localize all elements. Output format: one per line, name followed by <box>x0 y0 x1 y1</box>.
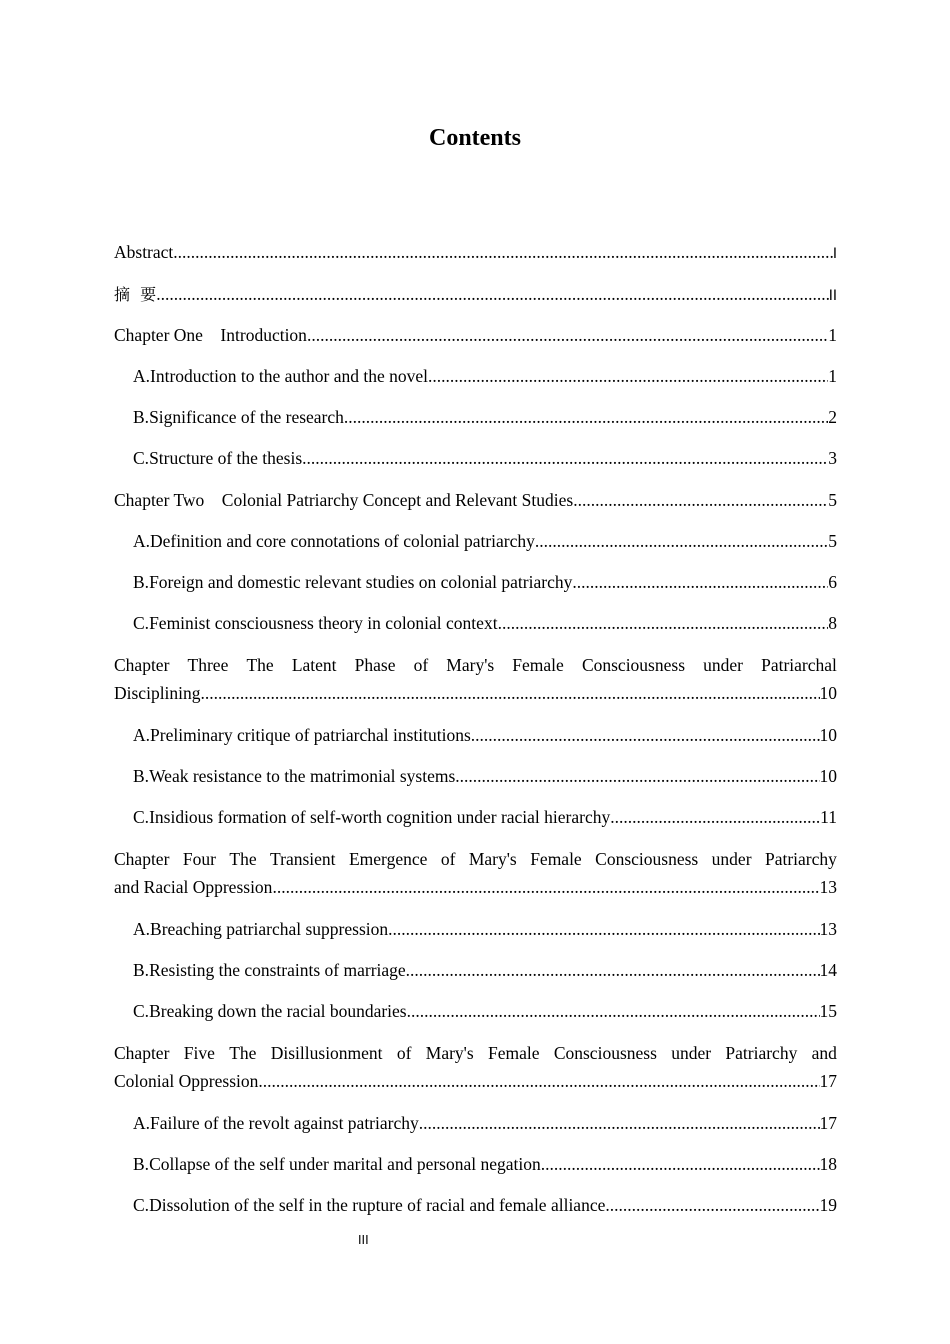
toc-entry-4c[interactable] <box>133 999 837 1023</box>
toc-word: Mary's <box>468 849 517 869</box>
toc-entry-letter: C. <box>133 448 150 468</box>
toc-word: Consciousness <box>553 1043 657 1063</box>
dot-leader <box>541 1152 820 1176</box>
toc-page-number: 17 <box>819 1113 837 1133</box>
toc-word: The <box>246 655 274 675</box>
dot-leader <box>258 1069 819 1093</box>
dot-leader <box>307 323 828 347</box>
dot-leader <box>535 529 828 553</box>
toc-page-number: 3 <box>828 448 837 468</box>
dot-leader <box>419 1111 820 1135</box>
toc-entry-letter: C. <box>133 1195 150 1215</box>
toc-word: Female <box>530 849 582 869</box>
dot-leader <box>344 405 828 429</box>
dot-leader <box>498 611 829 635</box>
toc-entry-letter: A. <box>133 366 151 386</box>
page-title: Contents <box>428 125 521 151</box>
toc-word: of <box>396 1043 412 1063</box>
toc-entry-letter: C. <box>133 807 150 827</box>
toc-word: Patriarchy <box>725 1043 798 1063</box>
toc-entry-text: Failure of the revolt against patriarchy <box>150 1113 419 1133</box>
toc-entry-chinese-abstract[interactable] <box>114 282 837 306</box>
toc-entry-2a[interactable] <box>133 529 837 553</box>
toc-page-number: 1 <box>828 366 837 386</box>
toc-word: The <box>229 1043 257 1063</box>
toc-page-number: 13 <box>819 919 837 939</box>
toc-page-number: 18 <box>819 1154 837 1174</box>
toc-word: Latent <box>291 655 337 675</box>
toc-entry-chapter-four-line2[interactable] <box>114 875 837 899</box>
toc-word: Female <box>487 1043 540 1063</box>
toc-page-number: 6 <box>828 572 837 592</box>
toc-word: Female <box>512 655 564 675</box>
toc-entry-3a[interactable] <box>133 723 837 747</box>
toc-entry-text: Insidious formation of self-worth cognition under racial hierarchy <box>149 807 611 827</box>
toc-entry-text: Resisting the constraints of marriage <box>149 960 406 980</box>
toc-entry-letter: C. <box>133 613 150 633</box>
dot-leader <box>272 875 819 899</box>
toc-word: Mary's <box>425 1043 474 1063</box>
toc-word: Patriarchal <box>761 655 837 675</box>
toc-entry-text: Chapter Two Colonial Patriarchy Concept and Relevant Studies <box>114 490 574 510</box>
toc-word: Phase <box>354 655 396 675</box>
toc-entry-letter: A. <box>133 919 151 939</box>
toc-word: under <box>671 1043 712 1063</box>
toc-word: Transient <box>270 849 336 869</box>
toc-entry-abstract[interactable] <box>114 240 837 264</box>
toc-entry-text: Introduction to the author and the novel <box>150 366 428 386</box>
toc-word: Patriarchy <box>764 849 837 869</box>
toc-entry-text: Breaching patriarchal suppression <box>150 919 389 939</box>
toc-entry-chapter-five-line1[interactable] <box>114 1041 837 1065</box>
toc-entry-2b[interactable] <box>133 570 837 594</box>
dot-leader <box>156 282 829 306</box>
toc-entry-letter: A. <box>133 1113 151 1133</box>
toc-word: Chapter <box>114 1043 170 1063</box>
toc-entry-chapter-four-line1[interactable] <box>114 847 837 871</box>
toc-entry-chapter-one[interactable] <box>114 323 837 347</box>
toc-entry-letter: B. <box>133 1154 150 1174</box>
toc-page-number: 5 <box>828 490 837 510</box>
dot-leader <box>302 446 828 470</box>
dot-leader <box>605 1193 819 1217</box>
dot-leader <box>573 488 828 512</box>
toc-page-number: II <box>828 288 837 304</box>
dot-leader <box>406 958 820 982</box>
toc-entry-letter: B. <box>133 407 150 427</box>
toc-entry-text: Collapse of the self under marital and personal negation <box>149 1154 541 1174</box>
toc-word: The <box>229 849 257 869</box>
toc-page-number: 10 <box>819 683 837 703</box>
toc-page-number: 5 <box>828 531 837 551</box>
toc-entry-text: Dissolution of the self in the rupture of racial and female alliance <box>149 1195 606 1215</box>
toc-page-number: 8 <box>828 613 837 633</box>
toc-word: under <box>711 849 752 869</box>
toc-entry-2c[interactable] <box>133 611 837 635</box>
toc-entry-text: 摘 要 <box>114 285 157 304</box>
dot-leader <box>388 917 819 941</box>
toc-entry-5c[interactable] <box>133 1193 837 1217</box>
toc-page-number: 10 <box>819 766 837 786</box>
toc-page-number: 13 <box>819 877 837 897</box>
dot-leader <box>572 570 828 594</box>
toc-entry-3b[interactable] <box>133 764 837 788</box>
toc-entry-1a[interactable] <box>133 364 837 388</box>
toc-page-number: 14 <box>819 960 837 980</box>
toc-entry-text: and Racial Oppression <box>114 877 273 897</box>
dot-leader <box>471 723 820 747</box>
toc-word: under <box>703 655 743 675</box>
toc-entry-text: Significance of the research <box>149 407 344 427</box>
toc-entry-letter: B. <box>133 960 150 980</box>
toc-entry-letter: B. <box>133 572 150 592</box>
toc-entry-5a[interactable] <box>133 1111 837 1135</box>
toc-entry-letter: A. <box>133 725 151 745</box>
toc-entry-chapter-three-line2[interactable] <box>114 681 837 705</box>
toc-entry-text: Foreign and domestic relevant studies on colonial patriarchy <box>149 572 573 592</box>
toc-word: of <box>413 655 429 675</box>
toc-entry-chapter-five-line2[interactable] <box>114 1069 837 1093</box>
toc-entry-letter: A. <box>133 531 151 551</box>
toc-word: Four <box>182 849 216 869</box>
dot-leader <box>610 805 820 829</box>
toc-entry-chapter-three-line1[interactable] <box>114 653 837 677</box>
toc-entry-4b[interactable] <box>133 958 837 982</box>
toc-entry-5b[interactable] <box>133 1152 837 1176</box>
toc-entry-letter: B. <box>133 766 150 786</box>
toc-word: Chapter <box>114 655 170 675</box>
toc-word: and <box>811 1043 837 1063</box>
toc-word: Chapter <box>114 849 170 869</box>
toc-word: Three <box>187 655 229 675</box>
toc-entry-text: Preliminary critique of patriarchal institutions <box>150 725 471 745</box>
toc-entry-text: Feminist consciousness theory in colonial context <box>149 613 498 633</box>
dot-leader <box>173 240 833 264</box>
toc-word: Five <box>183 1043 215 1063</box>
toc-word: Consciousness <box>595 849 699 869</box>
toc-page-number: 2 <box>828 407 837 427</box>
toc-word: of <box>440 849 456 869</box>
toc-page-number: 1 <box>828 325 837 345</box>
toc-entry-text: Chapter One Introduction <box>114 325 307 345</box>
dot-leader <box>201 681 820 705</box>
toc-word: Disillusionment <box>270 1043 383 1063</box>
toc-page-number: 11 <box>820 807 837 827</box>
toc-entry-text: Definition and core connotations of colonial patriarchy <box>150 531 535 551</box>
toc-page-number: I <box>832 246 837 262</box>
toc-page-number: 10 <box>819 725 837 745</box>
toc-entry-letter: C. <box>133 1001 150 1021</box>
toc-page-number: 19 <box>819 1195 837 1215</box>
dot-leader <box>428 364 828 388</box>
toc-entry-text: Breaking down the racial boundaries <box>149 1001 407 1021</box>
toc-entry-3c[interactable] <box>133 805 837 829</box>
toc-word: Emergence <box>348 849 428 869</box>
toc-entry-text: Structure of the thesis <box>149 448 303 468</box>
toc-page-number: 15 <box>819 1001 837 1021</box>
toc-entry-text: Weak resistance to the matrimonial systems <box>149 766 456 786</box>
toc-page-number: 17 <box>819 1071 837 1091</box>
toc-word: Consciousness <box>581 655 685 675</box>
footer-page-number: III <box>358 1233 369 1247</box>
toc-word: Mary's <box>446 655 495 675</box>
toc-entry-4a[interactable] <box>133 917 837 941</box>
dot-leader <box>407 999 820 1023</box>
toc-entry-text: Colonial Oppression <box>114 1071 259 1091</box>
toc-entry-text: Abstract <box>114 242 174 262</box>
dot-leader <box>455 764 819 788</box>
toc-entry-text: Disciplining <box>114 683 201 703</box>
toc-entry-1c[interactable] <box>133 446 837 470</box>
toc-entry-1b[interactable] <box>133 405 837 429</box>
toc-entry-chapter-two[interactable] <box>114 488 837 512</box>
